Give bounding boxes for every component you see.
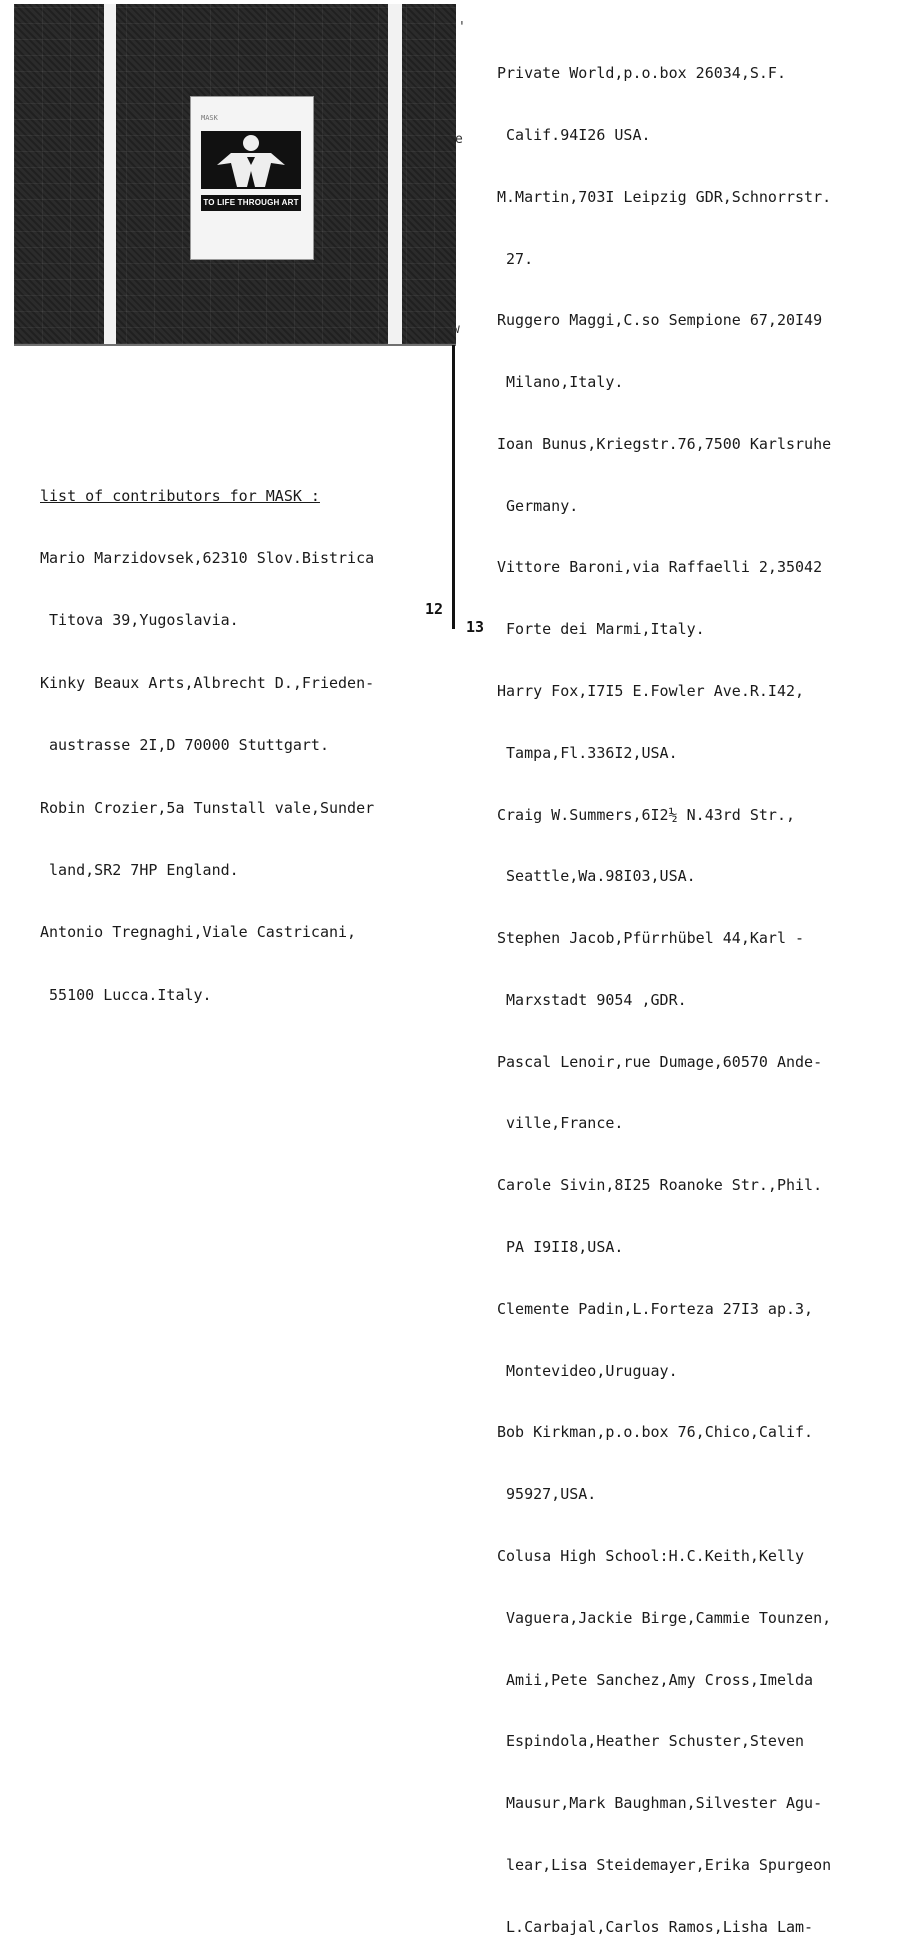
list-line: 95927,USA.	[497, 1485, 597, 1504]
list-line: M.Martin,703I Leipzig GDR,Schnorrstr.	[497, 187, 832, 206]
list-line: lear,Lisa Steidemayer,Erika Spurgeon	[497, 1855, 832, 1874]
contributors-list-left	[40, 444, 446, 1026]
list-line: Vittore Baroni,via Raffaelli 2,35042	[497, 558, 823, 577]
page-number-left: 12	[425, 600, 444, 618]
list-line: PA I9II8,USA.	[497, 1238, 624, 1257]
list-line: Ruggero Maggi,C.so Sempione 67,20I49	[497, 311, 823, 330]
page-number-right: 13	[466, 618, 485, 636]
list-heading: list of contributors for MASK :	[40, 486, 320, 505]
list-line: Carole Sivin,8I25 Roanoke Str.,Phil.	[497, 1176, 823, 1195]
list-line: Amii,Pete Sanchez,Amy Cross,Imelda	[497, 1670, 814, 1689]
photo-pillar-left	[104, 4, 116, 344]
page-gutter-line	[452, 345, 455, 629]
figure-icon	[201, 131, 301, 189]
list-line: Calif.94I26 USA.	[497, 125, 651, 144]
list-line: L.Carbajal,Carlos Ramos,Lisha Lam-	[497, 1917, 814, 1936]
list-line: Forte dei Marmi,Italy.	[497, 620, 705, 639]
contributors-list-right	[497, 22, 897, 1958]
list-line: Robin Crozier,5a Tunstall vale,Sunder	[40, 798, 375, 817]
list-line: austrasse 2I,D 70000 Stuttgart.	[40, 736, 329, 755]
margin-mark-e: e	[455, 132, 463, 147]
list-line: Ioan Bunus,Kriegstr.76,7500 Karlsruhe	[497, 434, 832, 453]
list-line: Mausur,Mark Baughman,Silvester Agu-	[497, 1794, 823, 1813]
list-line: Antonio Tregnaghi,Viale Castricani,	[40, 923, 357, 942]
list-line: Kinky Beaux Arts,Albrecht D.,Frieden-	[40, 673, 375, 692]
list-line: Seattle,Wa.98I03,USA.	[497, 867, 696, 886]
list-line: Craig W.Summers,6I2½ N.43rd Str.,	[497, 805, 796, 824]
list-line: Germany.	[497, 496, 579, 515]
list-line: 27.	[497, 249, 534, 268]
list-line: Vaguera,Jackie Birge,Cammie Tounzen,	[497, 1608, 832, 1627]
list-line: Espindola,Heather Schuster,Steven	[497, 1732, 805, 1751]
list-line: Private World,p.o.box 26034,S.F.	[497, 64, 786, 83]
list-line: Pascal Lenoir,rue Dumage,60570 Ande-	[497, 1052, 823, 1071]
list-line: Colusa High School:H.C.Keith,Kelly	[497, 1546, 805, 1565]
list-line: Harry Fox,I7I5 E.Fowler Ave.R.I42,	[497, 682, 805, 700]
margin-mark-w: w	[452, 322, 460, 337]
list-line: Stephen Jacob,Pfürrhübel 44,Karl -	[497, 929, 805, 948]
list-line: Clemente Padin,L.Forteza 27I3 ap.3,	[497, 1299, 814, 1318]
list-line: Marxstadt 9054 ,GDR.	[497, 990, 687, 1009]
list-line: Montevideo,Uruguay.	[497, 1361, 678, 1380]
list-line: land,SR2 7HP England.	[40, 860, 239, 879]
list-line: Titova 39,Yugoslavia.	[40, 611, 239, 630]
photo-pillar-right	[388, 4, 402, 344]
photocopied-photo	[14, 4, 456, 344]
poster-figure	[201, 131, 301, 189]
list-line: Mario Marzidovsek,62310 Slov.Bistrica	[40, 548, 375, 567]
list-line: ville,France.	[497, 1114, 624, 1133]
poster-title: MASK	[201, 114, 218, 122]
photo-bottom-edge	[14, 344, 456, 346]
list-line: Bob Kirkman,p.o.box 76,Chico,Calif.	[497, 1423, 814, 1442]
mask-poster	[190, 96, 314, 260]
margin-mark-comma: '	[458, 20, 466, 35]
list-line: Tampa,Fl.336I2,USA.	[497, 743, 678, 762]
poster-banner: TO LIFE THROUGH ART	[201, 195, 301, 211]
list-line: Milano,Italy.	[497, 373, 624, 392]
list-line: 55100 Lucca.Italy.	[40, 985, 212, 1004]
